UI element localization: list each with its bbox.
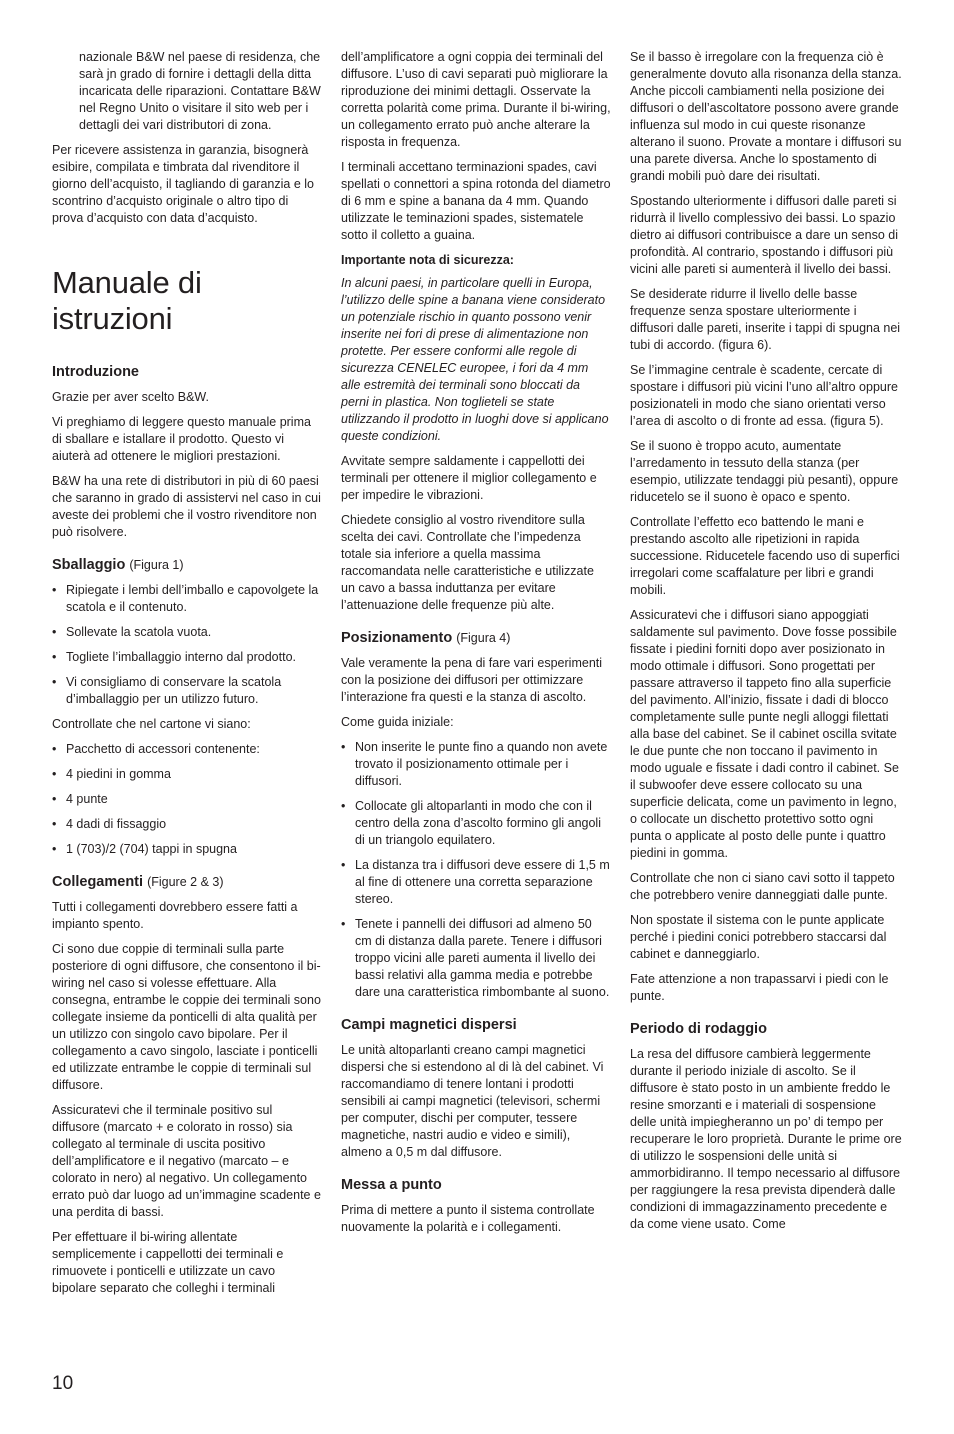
heading-collegamenti bbox=[52, 873, 322, 891]
paragraph: I terminali accettano terminazioni spades, cavi spellati o connettori a spina rotonda del diametro di 6 mm e spine a banana da 4 mm. Quando utilizzate le teminazioni spades, sistematele sotto il colletto a guaina. bbox=[341, 160, 611, 242]
bullet-list bbox=[341, 739, 611, 1001]
heading-text: Posizionamento bbox=[341, 630, 453, 646]
paragraph: Prima di mettere a punto il sistema controllate nuovamente la polarità e i collegamenti. bbox=[341, 1203, 595, 1234]
paragraph: Chiedete consiglio al vostro rivenditore sulla scelta dei cavi. Controllate che l’impedenza totale sia inferiore a quella massima raccomandata nelle caratteristiche e utilizzate un cavo a bassa induttanza per evitare l’attenuazione delle frequenze più alte. bbox=[341, 513, 594, 612]
paragraph: Avvitate sempre saldamente i cappellotti dei terminali per ottenere il miglior collegamento e per impedire le vibrazioni. bbox=[341, 454, 597, 502]
paragraph: nazionale B&W nel paese di residenza, che sarà jn grado di fornire i dettagli della ditta incaricata delle riparazioni. Contattare B&W nel Regno Unito o visitare il sito web per i dettagli dei vari distributori di zona. bbox=[79, 50, 321, 132]
paragraph: Assicuratevi che il terminale positivo sul diffusore (marcato + e colorato in rosso) sia collegato al terminale di uscita positivo dell’amplificatore e il negativo (marcato – e colorato in nero) al negativo. Un collegamento errato può dar luogo ad un’immagine scadente e una perdita di bassi. bbox=[52, 1103, 321, 1219]
list-item: • Pacchetto di accessori contenente: bbox=[52, 741, 322, 758]
paragraph: Controllate che non ci siano cavi sotto il tappeto che potrebbero venire danneggiati dalle punte. bbox=[630, 871, 895, 902]
figure-ref: (Figure 2 & 3) bbox=[147, 875, 224, 889]
paragraph: Non spostate il sistema con le punte applicate perché i piedini conici potrebbero staccarsi dal cabinet e danneggiarlo. bbox=[630, 913, 887, 961]
list-item: • Togliete l’imballaggio interno dal prodotto. bbox=[52, 649, 322, 666]
list-item: • Vi consigliamo di conservare la scatola d’imballaggio per un utilizzo futuro. bbox=[52, 674, 322, 708]
heading-text: Collegamenti bbox=[52, 874, 144, 890]
safety-note: In alcuni paesi, in particolare quelli in Europa, l’utilizzo delle spine a banana viene considerato un potenziale rischio in quanto possono venir inserite nei fori di prese di alimentazione non protette. Per essere conformi alle regole di sicurezza CENELEC europee, i fori da 4 mm alle estremità dei terminali sono bloccati da perni in plastica. Non toglieteli se state utilizzando il prodotto in luoghi dove si applicano queste condizioni. bbox=[341, 276, 609, 443]
list-item: • Tenete i pannelli dei diffusori ad almeno 50 cm di distanza dalla parete. Tenere i diffusori troppo vicini alle pareti aumenta il livello dei bassi relativi alla gamma media e potrebbe dare una caratteristica rimbombante al suono. bbox=[341, 916, 611, 1001]
figure-ref: (Figura 1) bbox=[129, 558, 184, 572]
paragraph: Le unità altoparlanti creano campi magnetici dispersi che si estendono al di là del cabinet. Vi raccomandiamo di tenere lontani i prodotti sensibili ai campi magnetici (televisori, schermi per computer, dischi per computer, tessere magnetiche, nastri audio e video e simili), almeno a 0,5 m dal diffusore. bbox=[341, 1043, 604, 1159]
paragraph: Assicuratevi che i diffusori siano appoggiati saldamente sul pavimento. Dove fosse possibile fissate i piedini forniti dopo aver posizionato in modo ottimale i diffusori. Sono progettati per passare attraverso il tappeto fino alla superficie del pavimento. All’inizio, fissate i dadi di blocco completamente sulle punte negli alloggi filettati alla base del cabinet. Se il cabinet oscilla svitate le due punte che non toccano il pavimento in modo uguale e fissate i dadi contro il cabinet. Se il subwoofer deve essere collocato su una superficie delicata, come un pavimento in legno, o collocate un dischetto protettivo sotto ogni punta o applicate al posto delle punte i quattro piedini in gomma. bbox=[630, 608, 899, 860]
paragraph: La resa del diffusore cambierà leggermente durante il periodo iniziale di ascolto. Se il diffusore è stato posto in un ambiente freddo le resine smorzanti e i materiali di sospensione delle unità impiegheranno un po’ di tempo per recuperare le loro proprietà. Durante le prime ore di utilizzo le sospensioni delle unità si ammorbidiranno. Il tempo necessario al diffusore per raggiungere la resa prevista dipenderà dalle condizioni di immagazzinamento precedente e da come viene usato. Come bbox=[630, 1047, 902, 1231]
list-item: • 4 piedini in gomma bbox=[52, 766, 322, 783]
paragraph: Vale veramente la pena di fare vari esperimenti con la posizione dei diffusori per ottimizzare l’interazione fra questi e la stanza di ascolto. bbox=[341, 656, 603, 704]
column-1 bbox=[52, 49, 322, 1305]
heading-safety-note: Importante nota di sicurezza: bbox=[341, 253, 514, 267]
paragraph: Se desiderate ridurre il livello delle basse frequenze senza spostare ulteriormente i diffusori dalle pareti, inserite i tappi di spugna nei tubi di accordo. (figura 6). bbox=[630, 287, 901, 352]
paragraph: Se il basso è irregolare con la frequenza ciò è generalmente dovuto alla risonanza della stanza. Anche piccoli cambiamenti nella posizione dei diffusori o dell’ascoltatore possono avere grande influenza sul modo in cui queste risonanze alterano il suono. Provate a montare i diffusori su una parete diversa. Anche lo spostamento di grandi mobili può dare dei risultati. bbox=[630, 50, 902, 183]
list-item: • La distanza tra i diffusori deve essere di 1,5 m al fine di ottenere una corretta separazione stereo. bbox=[341, 857, 611, 908]
paragraph: B&W ha una rete di distributori in più di 60 paesi che saranno in grado di assistervi nel caso in cui aveste dei problemi che il vostro rivenditore non può risolvere. bbox=[52, 474, 321, 539]
heading-periodo-di-rodaggio: Periodo di rodaggio bbox=[630, 1021, 767, 1037]
bullet-list bbox=[52, 582, 322, 708]
page-number: 10 bbox=[52, 1373, 74, 1394]
paragraph: Tutti i collegamenti dovrebbero essere fatti a impianto spento. bbox=[52, 900, 298, 931]
paragraph: Vi preghiamo di leggere questo manuale prima di sballare e istallare il prodotto. Questo vi aiuterà ad ottenere le migliori prestazioni. bbox=[52, 415, 311, 463]
list-item: • 4 punte bbox=[52, 791, 322, 808]
paragraph: Ci sono due coppie di terminali sulla parte posteriore di ogni diffusore, che consentono il bi-wiring nel caso si volesse effettuare. Alla consegna, entrambe le coppie dei terminali sono collegate insieme da ponticelli di alta qualità per un utilizzo con singolo cavo bipolare. Per il collegamento a cavo singolo, lasciate i ponticelli ed utilizzate entrambe le coppie di terminali sul diffusore. bbox=[52, 942, 321, 1092]
list-item: • Sollevate la scatola vuota. bbox=[52, 624, 322, 641]
paragraph: Se l’immagine centrale è scadente, cercate di spostare i diffusori più vicini l’uno all’altro oppure posizionateli in modo che siano orientati verso l’area di ascolto o di fronte ad essa. (figura 5). bbox=[630, 363, 898, 428]
column-2 bbox=[341, 49, 611, 1244]
paragraph: Per ricevere assistenza in garanzia, bisognerà esibire, compilata e timbrata dal rivenditore il giorno dell’acquisto, il tagliando di garanzia e lo scontrino d’acquisto originale o altro tipo di prova d’acquisto con data d’acquisto. bbox=[52, 143, 314, 225]
paragraph: Controllate l’effetto eco battendo le mani e prestando ascolto alle ripetizioni in rapida successione. Riducetele facendo uso di superfici irregolari come scaffalature per libri e grandi mobili. bbox=[630, 515, 900, 597]
heading-introduzione: Introduzione bbox=[52, 364, 139, 380]
heading-sballaggio bbox=[52, 556, 322, 574]
figure-ref: (Figura 4) bbox=[456, 631, 511, 645]
paragraph: Se il suono è troppo acuto, aumentate l’arredamento in tessuto della stanza (per esempio, utilizzate tendaggi più pesanti), oppure riducetelo se il suono è opaco e spento. bbox=[630, 439, 899, 504]
paragraph: Grazie per aver scelto B&W. bbox=[52, 390, 210, 404]
heading-text: Sballaggio bbox=[52, 557, 126, 573]
heading-campi-magnetici: Campi magnetici dispersi bbox=[341, 1017, 517, 1033]
column-3 bbox=[630, 49, 902, 1241]
paragraph: Per effettuare il bi-wiring allentate semplicemente i cappellotti dei terminali e rimuovete i ponticelli e utilizzate un cavo bipolare separato che colleghi i terminali bbox=[52, 1230, 284, 1295]
paragraph: Controllate che nel cartone vi siano: bbox=[52, 717, 251, 731]
heading-posizionamento bbox=[341, 629, 611, 647]
list-item: • Non inserite le punte fino a quando non avete trovato il posizionamento ottimale per i diffusori. bbox=[341, 739, 611, 790]
list-item: • Collocate gli altoparlanti in modo che con il centro della zona d’ascolto formino gli angoli di un triangolo equilatero. bbox=[341, 798, 611, 849]
paragraph: Come guida iniziale: bbox=[341, 715, 454, 729]
list-item: • 4 dadi di fissaggio bbox=[52, 816, 322, 833]
page-title: Manuale di istruzioni bbox=[52, 265, 202, 336]
paragraph: Fate attenzione a non trapassarvi i piedi con le punte. bbox=[630, 972, 889, 1003]
list-item: • Ripiegate i lembi dell’imballo e capovolgete la scatola e il contenuto. bbox=[52, 582, 322, 616]
list-item: • 1 (703)/2 (704) tappi in spugna bbox=[52, 841, 322, 858]
bullet-list bbox=[52, 741, 322, 858]
paragraph: dell’amplificatore a ogni coppia dei terminali del diffusore. L’uso di cavi separati può migliorare la riproduzione dei minimi dettagli. Osservate la corretta polarità come prima. Durante il bi-wiring, un collegamento errato può anche alterare la risposta in frequenza. bbox=[341, 50, 611, 149]
heading-messa-a-punto: Messa a punto bbox=[341, 1177, 442, 1193]
paragraph: Spostando ulteriormente i diffusori dalle pareti si ridurrà il livello complessivo dei bassi. Lo spazio dietro ai diffusori contribuisce a dare un senso di profondità. Al contrario, spostando i diffusori più vicini alle pareti si aumenterà il livello dei bassi. bbox=[630, 194, 898, 276]
